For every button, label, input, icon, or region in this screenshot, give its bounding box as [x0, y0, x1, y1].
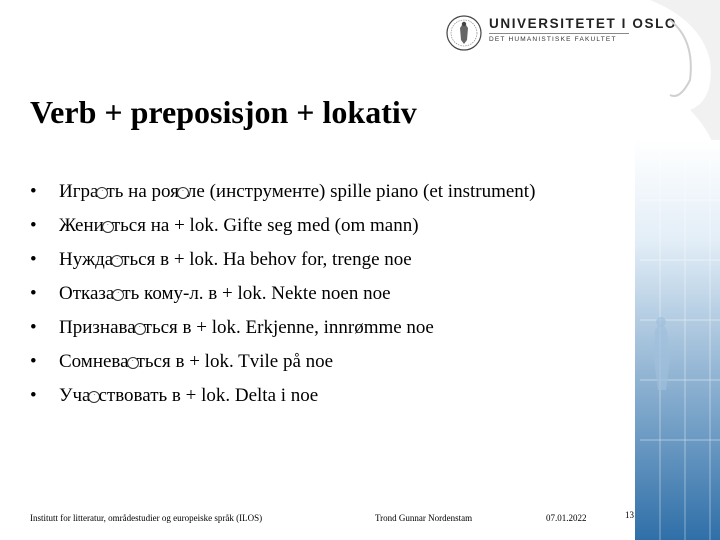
bullet-text: Уча [59, 385, 91, 406]
bullet-text: Сомнева [59, 351, 129, 372]
bullet-text: ствовать в + lok. Delta i noe [98, 385, 319, 406]
stress-mark-icon: ´ [134, 323, 146, 335]
stress-mark-icon: ´ [88, 391, 100, 403]
stress-mark-icon: ´ [102, 221, 114, 233]
stress-mark-icon: ´ [111, 255, 123, 267]
faculty-name: DET HUMANISTISKE FAKULTET [489, 36, 617, 43]
list-item [30, 248, 590, 271]
bullet-text: ться в + lok. Erkjenne, innrømme noe [143, 317, 434, 338]
bullet-text: Признава [59, 317, 136, 338]
bullet-text: ть кому-л. в + lok. Nekte noen noe [122, 283, 391, 304]
bullet-icon: • [30, 283, 37, 304]
bullet-icon: • [30, 351, 37, 372]
bullet-text: Отказа [59, 283, 115, 304]
header-divider [489, 33, 629, 34]
footer-author: Trond Gunnar Nordenstam [375, 513, 473, 523]
stress-mark-icon: ´ [112, 289, 124, 301]
university-seal-logo [446, 14, 482, 52]
list-item [30, 350, 590, 373]
bullet-text: ле (инструменте) spille piano (et instrument) [186, 181, 536, 202]
page-number: 13 [625, 510, 634, 520]
bullet-text: Игра [59, 181, 99, 202]
bullet-list [30, 180, 590, 418]
bullet-text: ться на + lok. Gifte seg med (om mann) [111, 215, 419, 236]
bullet-text: ться в + lok. Tvile på noe [136, 351, 334, 372]
stress-mark-icon: ´ [96, 187, 108, 199]
list-item [30, 316, 590, 339]
bullet-text: Нужда [59, 249, 114, 270]
footer-institute: Institutt for litteratur, områdestudier og europeiske språk (ILOS) [30, 513, 263, 523]
decorative-side-graphic [610, 0, 720, 540]
bullet-text: ться в + lok. Ha behov for, trenge noe [121, 249, 412, 270]
bullet-icon: • [30, 215, 37, 236]
footer-date: 07.01.2022 [546, 513, 587, 523]
list-item [30, 282, 590, 305]
bullet-text: Жени [59, 215, 104, 236]
stress-mark-icon: ´ [177, 187, 189, 199]
list-item [30, 384, 590, 407]
bullet-icon: • [30, 249, 37, 270]
slide-title: Verb + preposisjon + lokativ [30, 94, 417, 130]
bullet-icon: • [30, 317, 37, 338]
list-item [30, 214, 590, 237]
stress-mark-icon: ´ [127, 357, 139, 369]
bullet-icon: • [30, 181, 37, 202]
list-item [30, 180, 590, 203]
bullet-text: ть на роя [106, 181, 179, 202]
bullet-icon: • [30, 385, 37, 406]
university-name: UNIVERSITETET I OSLO [489, 16, 678, 31]
